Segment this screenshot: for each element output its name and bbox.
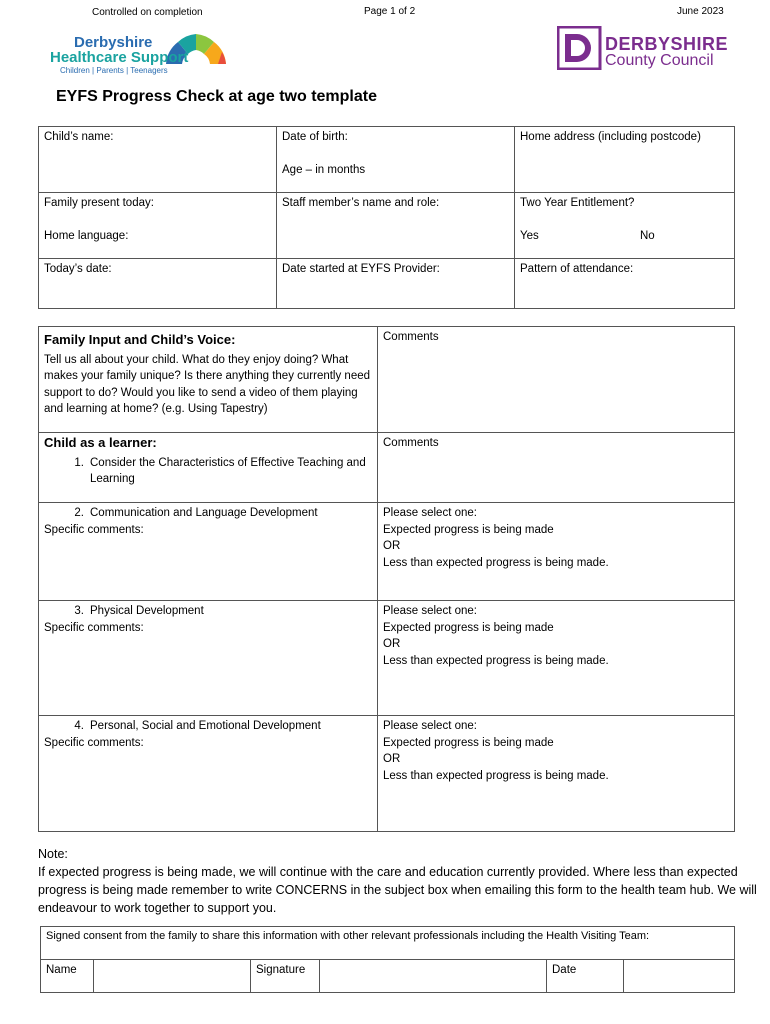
less-option[interactable]: Less than expected progress is being made. bbox=[383, 556, 609, 569]
signature-label: Signature bbox=[251, 960, 320, 993]
expected-option[interactable]: Expected progress is being made bbox=[383, 621, 554, 634]
less-option[interactable]: Less than expected progress is being made. bbox=[383, 769, 609, 782]
home-address-cell[interactable]: Home address (including postcode) bbox=[515, 127, 735, 193]
consent-table bbox=[40, 926, 735, 993]
communication-cell[interactable]: 2. Communication and Language Development Specific comments: bbox=[39, 503, 378, 601]
child-name-cell[interactable]: Child’s name: bbox=[39, 127, 277, 193]
name-field[interactable] bbox=[94, 960, 251, 993]
family-input-heading: Family Input and Child’s Voice: bbox=[44, 332, 236, 347]
signature-field[interactable] bbox=[320, 960, 547, 993]
note-label: Note: bbox=[38, 847, 68, 861]
family-input-cell bbox=[39, 327, 378, 433]
staff-member-cell[interactable]: Staff member’s name and role: bbox=[277, 193, 515, 259]
page-title: EYFS Progress Check at age two template bbox=[56, 88, 377, 105]
entitlement-yes[interactable]: Yes bbox=[520, 229, 539, 242]
communication-select-cell[interactable]: Please select one: Expected progress is being made OR Less than expected progress is being made. bbox=[378, 503, 735, 601]
dob-cell[interactable]: Date of birth: Age – in months bbox=[277, 127, 515, 193]
expected-option[interactable]: Expected progress is being made bbox=[383, 736, 554, 749]
child-details-table bbox=[38, 126, 735, 309]
attendance-cell[interactable]: Pattern of attendance: bbox=[515, 259, 735, 309]
family-input-prompt: Tell us all about your child. What do they enjoy doing? What makes your family unique? Is there anything they currently need support to do? Would you like to send a video of them playing and learning at home? (e.g. Using Tapestry) bbox=[44, 353, 371, 415]
note-text: If expected progress is being made, we will continue with the care and education currently provided. Where less than expected progress is being made remember to write CONCERNS in the subject box when emailing this form to the health team hub. We will endeavour to work together to support you. bbox=[38, 865, 757, 915]
learner-comments-cell[interactable]: Comments bbox=[378, 433, 735, 503]
family-present-cell[interactable]: Family present today: Home language: bbox=[39, 193, 277, 259]
assessment-table bbox=[38, 326, 735, 832]
header-page: Page 1 of 2 bbox=[364, 6, 416, 17]
consent-text: Signed consent from the family to share this information with other relevant professionals including the Health Visiting Team: bbox=[41, 927, 735, 960]
expected-option[interactable]: Expected progress is being made bbox=[383, 523, 554, 536]
entitlement-no[interactable]: No bbox=[640, 229, 655, 242]
less-option[interactable]: Less than expected progress is being made. bbox=[383, 654, 609, 667]
date-started-cell[interactable]: Date started at EYFS Provider: bbox=[277, 259, 515, 309]
physical-select-cell[interactable]: Please select one: Expected progress is being made OR Less than expected progress is being made. bbox=[378, 601, 735, 716]
psed-select-cell[interactable]: Please select one: Expected progress is being made OR Less than expected progress is being made. bbox=[378, 716, 735, 832]
name-label: Name bbox=[41, 960, 94, 993]
header-date: June 2023 bbox=[677, 6, 724, 17]
derbyshire-county-council-logo: DERBYSHIRE County Council bbox=[557, 26, 732, 72]
header-controlled: Controlled on completion bbox=[92, 7, 203, 18]
physical-cell[interactable]: 3. Physical Development Specific comments: bbox=[39, 601, 378, 716]
learner-cell: Child as a learner: 1. Consider the Characteristics of Effective Teaching and Learning bbox=[39, 433, 378, 503]
learner-heading: Child as a learner: bbox=[44, 435, 157, 450]
derbyshire-healthcare-logo: Derbyshire Healthcare Support Children | Parents | Teenagers bbox=[48, 32, 233, 78]
note-section bbox=[38, 845, 766, 917]
family-comments-cell[interactable]: Comments bbox=[378, 327, 735, 433]
date-field[interactable] bbox=[624, 960, 735, 993]
psed-cell[interactable]: 4. Personal, Social and Emotional Development Specific comments: bbox=[39, 716, 378, 832]
todays-date-cell[interactable]: Today’s date: bbox=[39, 259, 277, 309]
dcc-emblem-icon bbox=[557, 26, 603, 70]
date-label: Date bbox=[547, 960, 624, 993]
entitlement-cell[interactable]: Two Year Entitlement? Yes No bbox=[515, 193, 735, 259]
